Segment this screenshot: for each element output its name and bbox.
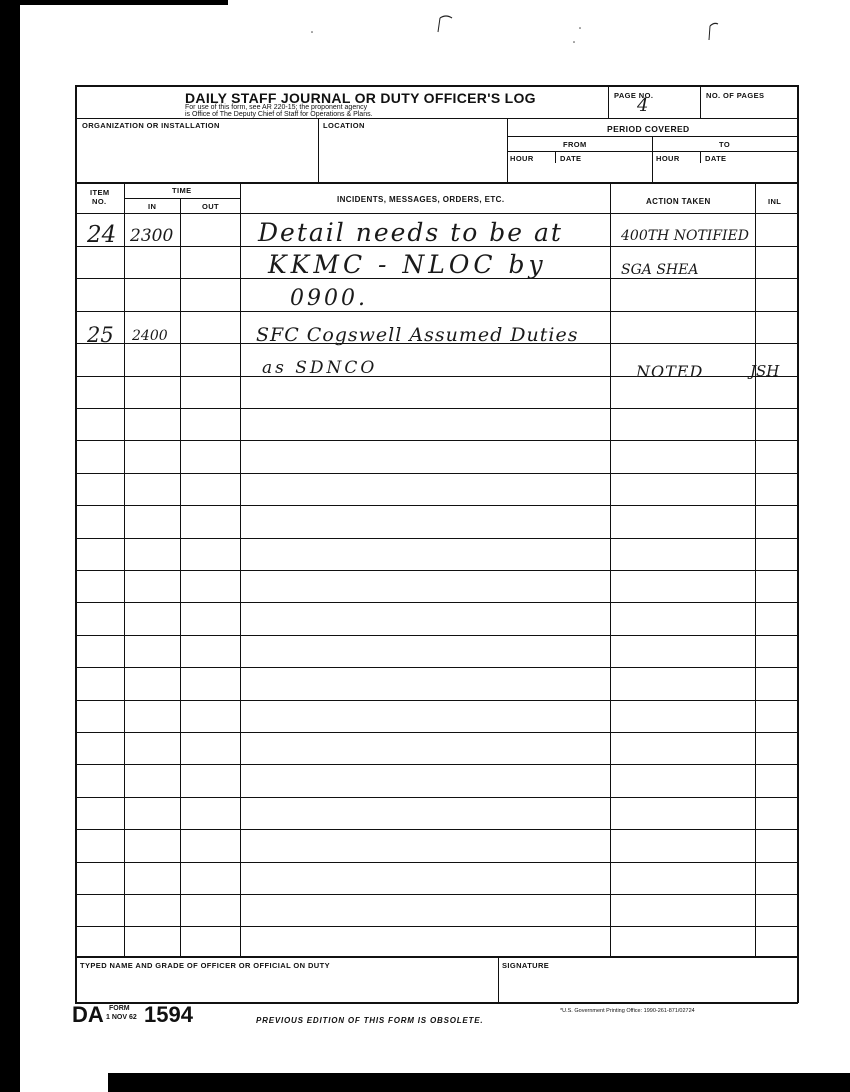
form-subtitle-2: is Office of The Deputy Chief of Staff for Operations & Plans. [185,111,373,118]
form-date-label: 1 NOV 62 [106,1014,137,1021]
entry-incident[interactable]: KKMC - NLOC by [268,250,547,279]
log-row-line [75,667,798,668]
log-row-line [75,764,798,765]
log-row-line [75,602,798,603]
signature-label: SIGNATURE [502,961,550,970]
scan-edge-top [0,0,228,5]
from-label: FROM [563,140,587,149]
to-date-label: DATE [705,154,727,163]
item-label: ITEM [90,188,110,197]
incidents-label: INCIDENTS, MESSAGES, ORDERS, ETC. [337,195,505,204]
action-taken-label: ACTION TAKEN [646,197,711,206]
period-covered-label: PERIOD COVERED [607,124,690,134]
log-row-line [75,700,798,701]
to-label: TO [719,140,731,149]
form-number: 1594 [144,1002,193,1027]
log-row-line [75,926,798,927]
printing-office-note: *U.S. Government Printing Office: 1990-261-871/02724 [560,1008,695,1014]
officer-label: TYPED NAME AND GRADE OF OFFICER OR OFFICIAL ON DUTY [80,961,330,970]
form-title: DAILY STAFF JOURNAL OR DUTY OFFICER'S LOG [185,90,536,106]
log-row-line [75,440,798,441]
no-of-pages-label: NO. OF PAGES [706,91,765,100]
log-row-line [75,894,798,895]
previous-edition-note: PREVIOUS EDITION OF THIS FORM IS OBSOLETE. [256,1016,484,1025]
organization-label: ORGANIZATION OR INSTALLATION [82,121,220,130]
log-row-line [75,311,798,312]
entry-time-in[interactable]: 2300 [130,226,174,246]
from-hour-label: HOUR [510,154,534,163]
time-in-label: IN [148,202,157,211]
officer-name-field[interactable] [80,972,494,1000]
entry-item-no[interactable]: 25 [87,323,114,347]
to-hour-label: HOUR [656,154,680,163]
log-row-line [75,505,798,506]
entry-item-no[interactable]: 24 [87,222,117,248]
entry-time-in[interactable]: 2400 [132,328,168,344]
signature-field[interactable] [502,972,794,1000]
log-row-line [75,732,798,733]
time-label: TIME [172,186,192,195]
entry-incident[interactable]: as SDNCO [262,358,378,378]
from-date-label: DATE [560,154,582,163]
entry-action[interactable]: SGA SHEA [621,262,699,278]
entry-action[interactable]: NOTED [636,362,704,381]
log-row-line [75,862,798,863]
location-label: LOCATION [323,121,365,130]
form-subtitle-1: For use of this form, see AR 220-15; the proponent agency [185,104,368,111]
entry-incident[interactable]: Detail needs to be at [258,218,563,247]
form-word-label: FORM [109,1005,130,1012]
page-no-label: PAGE NO. [614,91,654,100]
entry-action[interactable]: 400TH NOTIFIED [621,228,750,244]
item-no-label: NO. [92,197,107,206]
log-row-line [75,570,798,571]
log-row-line [75,538,798,539]
log-row-line [75,829,798,830]
entry-incident[interactable]: 0900. [290,286,368,311]
entry-incident[interactable]: SFC Cogswell Assumed Duties [256,324,579,346]
log-row-line [75,635,798,636]
log-row-line [75,797,798,798]
entry-inl-initials[interactable]: JSH [750,362,780,380]
page-no-value[interactable]: 4 [637,95,649,116]
scan-specks [290,12,750,52]
log-row-line [75,408,798,409]
scan-edge-bottom [108,1073,850,1092]
form-da-label: DA [72,1002,104,1027]
log-row-line [75,473,798,474]
time-out-label: OUT [202,202,220,211]
scan-edge-left [0,0,20,1092]
inl-label: INL [768,197,782,206]
